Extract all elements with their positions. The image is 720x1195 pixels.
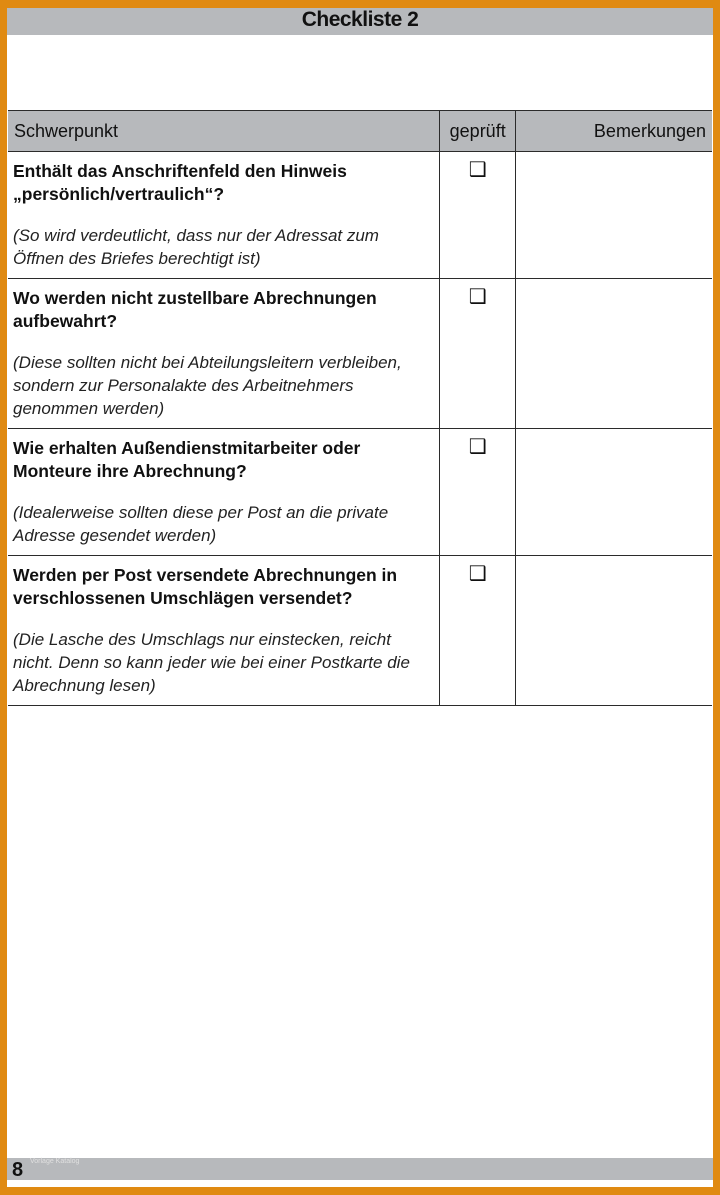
question-text: Wie erhalten Außendienstmitarbeiter oder Monteure ihre Abrechnung? [13,438,361,481]
note-text: (Idealerweise sollten diese per Post an die private Adresse gesendet werden) [13,503,389,545]
table-row [8,556,712,706]
topic-cell [8,279,440,429]
notes-cell[interactable] [516,152,712,279]
table-row [8,429,712,556]
checkbox-icon[interactable]: ❑ [440,429,516,556]
note-text: (So wird verdeutlicht, dass nur der Adressat zum Öffnen des Briefes berechtigt ist) [13,226,379,268]
page-number: 8 [12,1159,24,1181]
table-header-row [8,111,712,152]
question-text: Wo werden nicht zustellbare Abrechnungen aufbewahrt? [13,288,377,331]
note-text: (Diese sollten nicht bei Abteilungsleitern verbleiben, sondern zur Personalakte des Arbeitnehmers genommen werden) [13,353,402,418]
checkbox-icon[interactable]: ❑ [440,279,516,429]
checkbox-icon[interactable]: ❑ [440,152,516,279]
notes-cell[interactable] [516,556,712,706]
topic-cell [8,152,440,279]
notes-cell[interactable] [516,429,712,556]
table-row [8,279,712,429]
question-text: Enthält das Anschriftenfeld den Hinweis „persönlich/vertraulich“? [13,161,347,204]
footer-bar [7,1158,713,1180]
note-text: (Die Lasche des Umschlags nur einstecken, reicht nicht. Denn so kann jeder wie bei einer Postkarte die Abrechnung lesen) [13,630,410,695]
table-row [8,152,712,279]
header-notes: Bemerkungen [516,111,712,152]
page-title: Checkliste 2 [7,8,713,35]
header-checked: geprüft [440,111,516,152]
question-text: Werden per Post versendete Abrechnungen in verschlossenen Umschlägen versendet? [13,565,398,608]
topic-cell [8,429,440,556]
checklist-table [8,110,712,706]
footer-caption: Vorlage Katalog [30,1158,80,1165]
header-topic: Schwerpunkt [8,111,440,152]
checkbox-icon[interactable]: ❑ [440,556,516,706]
topic-cell [8,556,440,706]
notes-cell[interactable] [516,279,712,429]
